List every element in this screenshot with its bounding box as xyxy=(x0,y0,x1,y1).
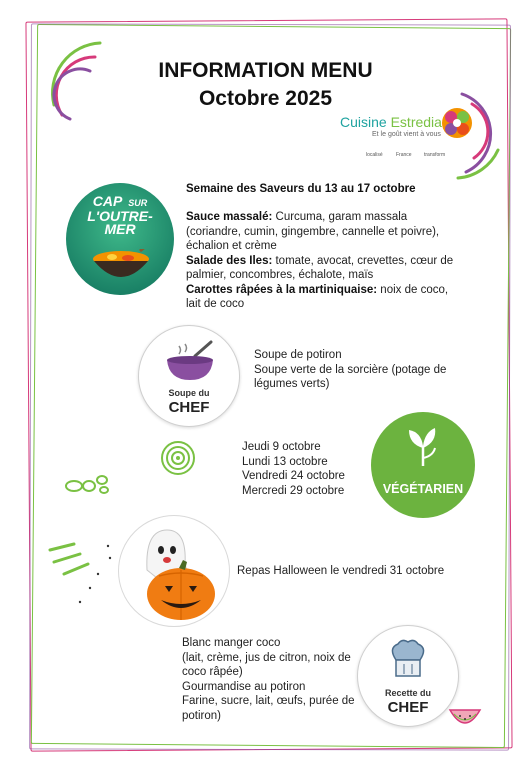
recette-line: Farine, sucre, lait, œufs, purée de potiron) xyxy=(182,695,355,722)
soupe-du-chef-badge xyxy=(138,325,240,427)
vegetarien-date: Mercredi 29 octobre xyxy=(242,484,345,497)
chef-hat-icon xyxy=(388,638,428,684)
recette-badge-chef: CHEF xyxy=(387,699,429,716)
badge-text-sur: SUR xyxy=(128,198,148,208)
page-title: INFORMATION MENU xyxy=(158,59,373,82)
vegetarien-badge xyxy=(371,412,475,518)
recette-badge-label: Recette du xyxy=(384,688,431,698)
badge-text-mer: MER xyxy=(104,221,136,237)
saveurs-heading: Semaine des Saveurs du 13 au 17 octobre xyxy=(186,183,416,195)
vegetarien-date: Vendredi 24 octobre xyxy=(242,470,345,482)
dish-description: noix de coco, lait de coco xyxy=(186,283,449,310)
recette-line: (lait, crème, jus de citron, noix de coco râpée) xyxy=(182,651,351,678)
halloween-decoration xyxy=(46,540,122,610)
saveurs-item xyxy=(186,254,456,283)
soupe-line: Soupe verte de la sorcière (potage de légumes verts) xyxy=(254,363,447,390)
brand-name xyxy=(340,114,442,130)
partner-logo-3: transform xyxy=(424,152,446,158)
food-pot-icon xyxy=(90,249,152,285)
soupe-text xyxy=(254,348,464,392)
badge-text-outre: L'OUTRE- xyxy=(87,208,153,224)
recette-du-chef-badge xyxy=(357,625,459,727)
dish-name: Sauce massalé: xyxy=(186,211,273,223)
soupe-line: Soupe de potiron xyxy=(254,349,342,361)
brand-logo xyxy=(336,104,481,174)
dish-name: Salade des Iles: xyxy=(186,254,273,267)
brand-tagline: Et le goût vient à vous xyxy=(372,131,441,138)
soup-bowl-icon xyxy=(165,340,215,382)
oval-decoration xyxy=(64,470,114,496)
partner-logo-1: localisé xyxy=(366,152,383,158)
soupe-badge-chef: CHEF xyxy=(168,399,210,416)
recette-line: Gourmandise au potiron xyxy=(182,680,306,693)
brand-name-part1: Cuisine xyxy=(340,114,391,130)
recette-line: Blanc manger coco xyxy=(182,637,281,649)
vegetarien-label: VÉGÉTARIEN xyxy=(382,482,464,496)
leaf-icon xyxy=(405,426,441,466)
spiral-decoration xyxy=(160,440,196,476)
fruit-wheel-icon xyxy=(440,106,474,140)
outre-mer-badge xyxy=(66,183,174,295)
dish-description: tomate, avocat, crevettes, cœur de palmier, concombres, échalote, maïs xyxy=(186,254,454,281)
halloween-text: Repas Halloween le vendredi 31 octobre xyxy=(237,565,445,577)
saveurs-items xyxy=(186,210,456,312)
badge-text-cap: CAP xyxy=(92,193,123,209)
vegetarien-date: Jeudi 9 octobre xyxy=(242,441,321,453)
recette-text xyxy=(182,636,360,723)
vegetarien-date: Lundi 13 octobre xyxy=(242,455,328,468)
page-subtitle: Octobre 2025 xyxy=(198,87,333,110)
brand-name-part2: Estredia xyxy=(390,114,442,130)
soupe-badge-label: Soupe du xyxy=(168,388,210,398)
outre-mer-badge-text xyxy=(66,195,174,236)
dish-name: Carottes râpées à la martiniquaise: xyxy=(186,283,378,296)
dish-description: Curcuma, garam massala (coriandre, cumin, gingembre, cannelle et poivre), échalion et crème xyxy=(186,211,440,252)
vegetarien-dates xyxy=(242,440,382,498)
saveurs-item xyxy=(186,210,456,254)
saveurs-item xyxy=(186,283,456,312)
partner-logo-2: France xyxy=(396,152,412,158)
watermelon-icon xyxy=(448,706,482,730)
halloween-badge xyxy=(118,515,230,627)
ghost-pumpkin-icon xyxy=(129,520,225,622)
